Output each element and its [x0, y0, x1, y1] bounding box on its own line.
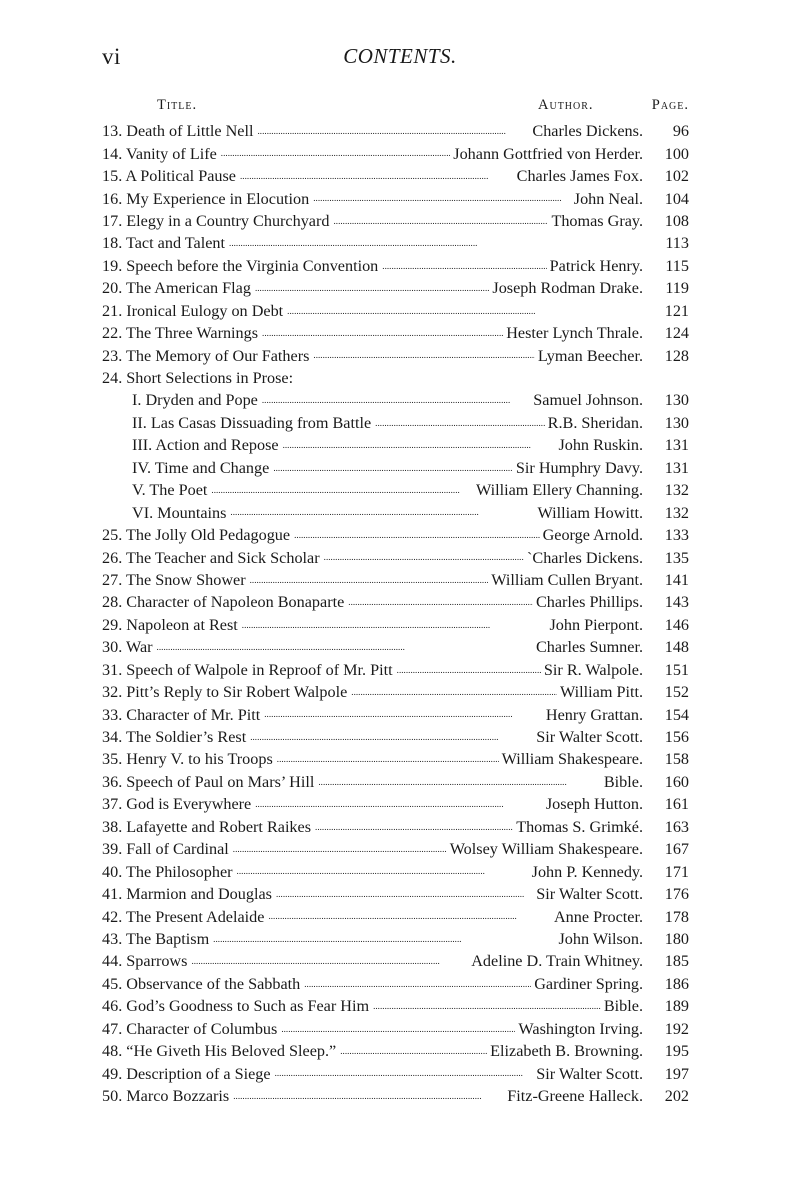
toc-entry — [102, 703, 689, 725]
entry-page-number: 130 — [664, 391, 689, 410]
entry-page-number: 113 — [665, 234, 689, 253]
entry-author: John Neal. — [573, 189, 643, 208]
toc-entry — [102, 905, 689, 927]
dot-leader — [287, 300, 640, 316]
toc-entry — [102, 659, 689, 681]
dot-leader — [213, 928, 555, 944]
dot-leader — [283, 434, 556, 450]
entry-author: William Ellery Channing. — [475, 481, 643, 500]
entry-author: R.B. Sheridan. — [547, 413, 643, 432]
entry-title: 45. Observance of the Sabbath — [102, 974, 301, 993]
entry-page-number: 178 — [664, 907, 689, 926]
dot-leader — [273, 457, 513, 473]
entry-page-number: 135 — [664, 548, 689, 567]
dot-leader — [221, 142, 450, 158]
entry-title: I. Dryden and Pope — [132, 391, 258, 410]
toc-subentry — [102, 389, 689, 411]
entry-title: 19. Speech before the Virginia Convention — [102, 256, 379, 275]
entry-author: Lyman Beecher. — [537, 346, 643, 365]
toc-entry — [102, 636, 689, 658]
entry-page-number: 160 — [664, 772, 689, 791]
entry-author: Thomas S. Grimké. — [516, 817, 643, 836]
entry-author: Charles Dickens. — [532, 122, 643, 141]
entry-page-number: 195 — [664, 1042, 689, 1061]
entry-page-number: 163 — [664, 817, 689, 836]
dot-leader — [230, 501, 534, 517]
entry-page-number: 102 — [664, 167, 689, 186]
dot-leader — [211, 479, 473, 495]
entry-page-number: 143 — [664, 593, 689, 612]
entry-author: Patrick Henry. — [549, 256, 643, 275]
entry-author: Sir Walter Scott. — [536, 1064, 643, 1083]
entry-author: William Shakespeare. — [501, 750, 643, 769]
entry-title: 34. The Soldier’s Rest — [102, 728, 247, 746]
toc-subentry — [102, 434, 689, 456]
toc-entry — [102, 187, 689, 209]
dot-leader — [313, 187, 571, 203]
dot-leader — [157, 636, 533, 652]
entry-page-number: 161 — [664, 795, 689, 814]
toc-entry — [102, 546, 689, 568]
entry-author: Joseph Hutton. — [545, 795, 643, 814]
page-number: vi — [102, 44, 121, 69]
entry-page-number: 133 — [664, 526, 689, 545]
dot-leader — [397, 659, 541, 675]
dot-leader — [318, 771, 601, 787]
entry-author: Johann Gottfried von Herder. — [453, 144, 643, 163]
entry-page-number: 132 — [664, 503, 689, 522]
entry-author: Joseph Rodman Drake. — [492, 279, 643, 298]
entry-page-number: 131 — [664, 436, 689, 455]
toc-entry — [102, 344, 689, 366]
dot-leader — [333, 210, 548, 226]
entry-title: 15. A Political Pause — [102, 167, 236, 186]
toc-entry — [102, 524, 689, 546]
entry-page-number: 154 — [664, 705, 689, 724]
entry-author: Sir Walter Scott. — [536, 728, 643, 746]
entry-page-number: 128 — [664, 346, 689, 365]
entry-author: John Pierpont. — [549, 615, 643, 634]
entry-author: John P. Kennedy. — [531, 862, 643, 881]
dot-leader — [294, 524, 540, 540]
entry-title: 48. “He Giveth His Beloved Sleep.” — [102, 1042, 337, 1061]
dot-leader — [297, 367, 640, 383]
dot-leader — [351, 681, 557, 697]
entry-title: 21. Ironical Eulogy on Debt — [102, 301, 284, 320]
entry-author: Charles Phillips. — [535, 593, 643, 612]
entry-page-number: 100 — [664, 144, 689, 163]
dot-leader — [382, 255, 546, 271]
entry-title: 28. Character of Napoleon Bonaparte — [102, 593, 345, 612]
entry-page-number: 189 — [664, 997, 689, 1016]
entry-author: Sir R. Walpole. — [543, 660, 643, 679]
entry-page-number: 148 — [664, 638, 689, 657]
column-author-label: Author. — [538, 97, 594, 113]
toc-subentry — [102, 412, 689, 434]
toc-entry — [102, 973, 689, 995]
entry-author: William Pitt. — [560, 683, 643, 702]
dot-leader — [233, 838, 447, 854]
entry-title: 38. Lafayette and Robert Raikes — [102, 817, 312, 836]
dot-leader — [242, 614, 547, 630]
entry-author: Sir Walter Scott. — [536, 885, 643, 904]
running-head: CONTENTS. — [343, 44, 457, 68]
entry-page-number: 121 — [664, 301, 689, 320]
entry-page-number: 197 — [664, 1064, 689, 1083]
dot-leader — [324, 546, 524, 562]
entry-author: Charles James Fox. — [516, 167, 643, 186]
entry-title: 27. The Snow Shower — [102, 570, 246, 589]
dot-leader — [315, 816, 513, 832]
entry-title: 16. My Experience in Elocution — [102, 189, 310, 208]
column-title-label: Title. — [157, 97, 198, 113]
entry-title: 36. Speech of Paul on Mars’ Hill — [102, 772, 315, 791]
dot-leader — [262, 389, 530, 405]
entry-page-number: 146 — [664, 615, 689, 634]
toc-entry — [102, 726, 689, 748]
entry-title: 29. Napoleon at Rest — [102, 615, 238, 634]
toc-entry — [102, 165, 689, 187]
entry-title: 17. Elegy in a Country Churchyard — [102, 211, 330, 230]
toc-entry — [102, 816, 689, 838]
entry-page-number: 108 — [664, 211, 689, 230]
entry-page-number: 167 — [664, 840, 689, 859]
entry-page-number: 202 — [664, 1087, 689, 1105]
entry-author: Samuel Johnson. — [533, 391, 643, 410]
dot-leader — [191, 950, 468, 966]
entry-title: III. Action and Repose — [132, 436, 279, 455]
entry-page-number: 141 — [664, 570, 689, 589]
entry-author: George Arnold. — [542, 526, 643, 545]
entry-title: 23. The Memory of Our Fathers — [102, 346, 310, 365]
toc-entry — [102, 838, 689, 860]
entry-author: Hester Lynch Thrale. — [506, 324, 643, 343]
dot-leader — [255, 793, 543, 809]
entry-title: 24. Short Selections in Prose: — [102, 369, 294, 387]
toc-entry — [102, 591, 689, 613]
entry-page-number: 96 — [672, 122, 689, 141]
entry-title: 22. The Three Warnings — [102, 324, 259, 343]
toc-entry — [102, 322, 689, 344]
entry-title: 37. God is Everywhere — [102, 795, 252, 814]
dot-leader — [255, 277, 489, 293]
toc-entry — [102, 860, 689, 882]
dot-leader — [268, 905, 551, 921]
dot-leader — [340, 1040, 487, 1056]
dot-leader — [275, 1062, 534, 1078]
entry-title: 40. The Philosopher — [102, 862, 233, 881]
entry-title: 18. Tact and Talent — [102, 234, 226, 253]
entry-author: Charles Sumner. — [535, 638, 643, 657]
entry-page-number: 156 — [664, 728, 689, 746]
toc-entry — [102, 748, 689, 770]
entry-title: 50. Marco Bozzaris — [102, 1087, 230, 1105]
entry-author: John Ruskin. — [558, 436, 643, 455]
entry-page-number: 131 — [664, 458, 689, 477]
entry-page-number: 124 — [664, 324, 689, 343]
entry-page-number: 158 — [664, 750, 689, 769]
dot-leader — [250, 569, 489, 585]
toc-subentry — [102, 479, 689, 501]
dot-leader — [373, 995, 601, 1011]
table-of-contents — [102, 120, 689, 1107]
entry-title: 35. Henry V. to his Troops — [102, 750, 273, 769]
entry-author: Washington Irving. — [518, 1019, 643, 1038]
entry-title: 33. Character of Mr. Pitt — [102, 705, 261, 724]
entry-page-number: 192 — [664, 1019, 689, 1038]
entry-title: V. The Poet — [132, 481, 208, 500]
toc-entry — [102, 367, 689, 389]
entry-author: Bible. — [603, 997, 643, 1016]
dot-leader — [250, 726, 533, 742]
entry-page-number: 152 — [664, 683, 689, 702]
dot-leader — [281, 1018, 515, 1034]
entry-page-number: 176 — [664, 885, 689, 904]
dot-leader — [229, 232, 640, 248]
page-header — [102, 44, 698, 74]
entry-title: 49. Description of a Siege — [102, 1064, 271, 1083]
entry-title: 26. The Teacher and Sick Scholar — [102, 548, 320, 567]
dot-leader — [313, 344, 534, 360]
dot-leader — [262, 322, 503, 338]
dot-leader — [233, 1085, 504, 1101]
entry-author: William Howitt. — [537, 503, 643, 522]
entry-title: 32. Pitt’s Reply to Sir Robert Walpole — [102, 683, 348, 702]
toc-entry — [102, 950, 689, 972]
toc-entry — [102, 142, 689, 164]
entry-page-number: 104 — [664, 189, 689, 208]
entry-title: 14. Vanity of Life — [102, 144, 217, 163]
entry-author: Gardiner Spring. — [534, 974, 643, 993]
toc-entry — [102, 995, 689, 1017]
entry-author: Sir Humphry Davy. — [515, 458, 643, 477]
entry-page-number: 180 — [664, 929, 689, 948]
entry-author: Elizabeth B. Browning. — [490, 1042, 643, 1061]
entry-title: 39. Fall of Cardinal — [102, 840, 229, 859]
entry-title: 41. Marmion and Douglas — [102, 885, 272, 904]
entry-title: 20. The American Flag — [102, 279, 251, 298]
dot-leader — [375, 412, 545, 428]
entry-author: Bible. — [603, 772, 643, 791]
entry-page-number: 115 — [665, 256, 689, 275]
dot-leader — [258, 120, 530, 136]
toc-entry — [102, 1018, 689, 1040]
entry-title: 25. The Jolly Old Pedagogue — [102, 526, 291, 545]
dot-leader — [348, 591, 533, 607]
toc-entry — [102, 255, 689, 277]
toc-entry — [102, 1040, 689, 1062]
column-header — [102, 97, 689, 119]
toc-entry — [102, 883, 689, 905]
toc-entry — [102, 614, 689, 636]
entry-title: 13. Death of Little Nell — [102, 122, 254, 141]
entry-author: Henry Grattan. — [545, 705, 643, 724]
entry-author: William Cullen Bryant. — [491, 570, 643, 589]
column-page-label: Page. — [651, 97, 689, 113]
entry-title: II. Las Casas Dissuading from Battle — [132, 413, 372, 432]
toc-entry — [102, 569, 689, 591]
toc-entry — [102, 277, 689, 299]
entry-title: 43. The Baptism — [102, 929, 210, 948]
entry-page-number: 132 — [664, 481, 689, 500]
entry-page-number: 171 — [664, 862, 689, 881]
toc-entry — [102, 300, 689, 322]
entry-author: Fitz-Greene Halleck. — [507, 1087, 643, 1105]
toc-entry — [102, 681, 689, 703]
entry-author: Adeline D. Train Whitney. — [471, 952, 643, 971]
entry-author: Anne Procter. — [553, 907, 643, 926]
entry-title: 31. Speech of Walpole in Reproof of Mr. Pitt — [102, 660, 393, 679]
dot-leader — [277, 748, 499, 764]
entry-page-number: 130 — [664, 413, 689, 432]
toc-entry — [102, 928, 689, 950]
toc-subentry — [102, 501, 689, 523]
dot-leader — [264, 703, 543, 719]
toc-entry — [102, 1085, 689, 1107]
dot-leader — [240, 165, 514, 181]
dot-leader — [237, 860, 529, 876]
entry-title: 30. War — [102, 638, 153, 657]
entry-author: Thomas Gray. — [551, 211, 643, 230]
toc-entry — [102, 232, 689, 254]
entry-page-number: 151 — [664, 660, 689, 679]
toc-entry — [102, 120, 689, 142]
toc-entry — [102, 771, 689, 793]
toc-entry — [102, 210, 689, 232]
entry-page-number: 185 — [664, 952, 689, 971]
dot-leader — [304, 973, 531, 989]
entry-title: IV. Time and Change — [132, 458, 270, 477]
entry-title: 42. The Present Adelaide — [102, 907, 265, 926]
entry-author: John Wilson. — [558, 929, 643, 948]
entry-page-number: 186 — [664, 974, 689, 993]
entry-author: `Charles Dickens. — [527, 548, 643, 567]
toc-entry — [102, 1062, 689, 1084]
dot-leader — [276, 883, 533, 899]
entry-title: VI. Mountains — [132, 503, 227, 522]
entry-title: 44. Sparrows — [102, 952, 188, 971]
entry-title: 47. Character of Columbus — [102, 1019, 278, 1038]
entry-title: 46. God’s Goodness to Such as Fear Him — [102, 997, 370, 1016]
toc-entry — [102, 793, 689, 815]
entry-author: Wolsey William Shakespeare. — [449, 840, 643, 859]
toc-subentry — [102, 457, 689, 479]
entry-page-number: 119 — [665, 279, 689, 298]
